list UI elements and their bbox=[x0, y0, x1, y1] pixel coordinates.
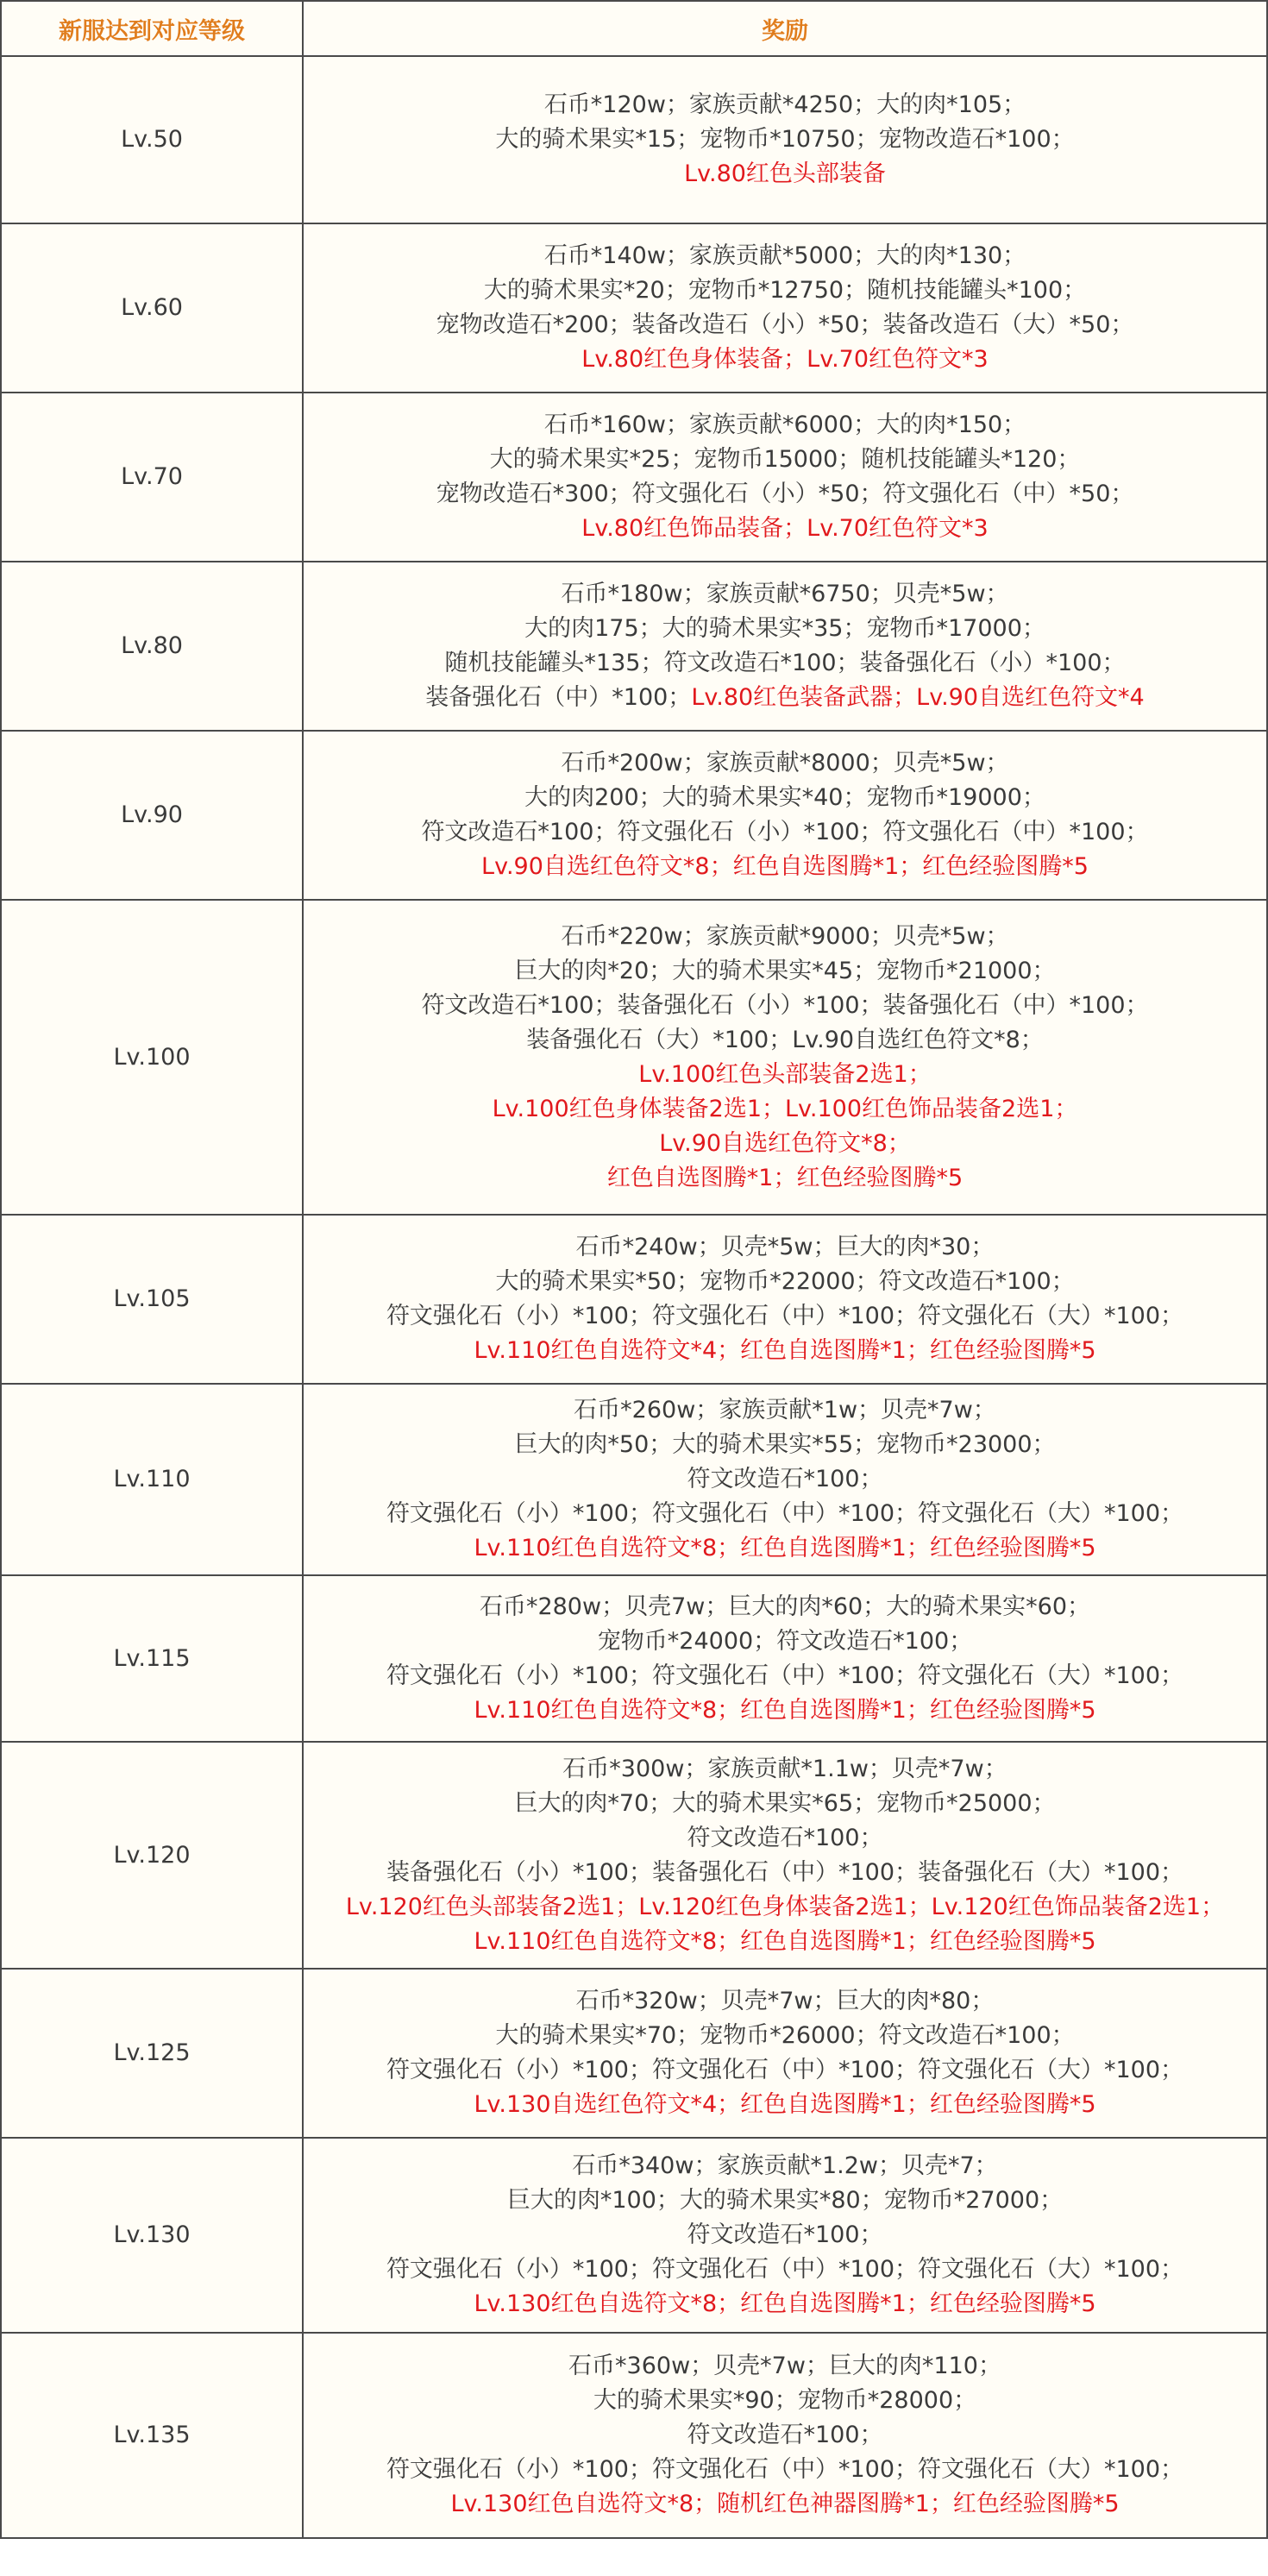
reward-line: 石币*360w；贝壳*7w；巨大的肉*110； bbox=[568, 2353, 1001, 2379]
reward-line: 石币*340w；家族贡献*1.2w；贝壳*7； bbox=[572, 2152, 998, 2179]
reward-line: 装备强化石（大）*100；Lv.90自选红色符文*8； bbox=[526, 1026, 1044, 1053]
level-cell: Lv.130 bbox=[1, 2138, 303, 2333]
reward-line: 宠物改造石*300；符文强化石（小）*50；符文强化石（中）*50； bbox=[436, 481, 1134, 507]
table-row bbox=[1, 1742, 1267, 1969]
reward-line: Lv.80红色身体装备；Lv.70红色符文*3 bbox=[581, 346, 989, 373]
reward-line: 大的肉200；大的骑术果实*40；宠物币*19000； bbox=[524, 784, 1045, 811]
reward-line: 巨大的肉*20；大的骑术果实*45；宠物币*21000； bbox=[514, 957, 1056, 984]
reward-line: 巨大的肉*100；大的骑术果实*80；宠物币*27000； bbox=[506, 2187, 1064, 2214]
level-cell: Lv.80 bbox=[1, 562, 303, 731]
reward-line: Lv.120红色头部装备2选1；Lv.120红色身体装备2选1；Lv.120红色饰品装备2选1； bbox=[345, 1893, 1225, 1920]
reward-cell bbox=[303, 1575, 1267, 1742]
reward-line: 大的骑术果实*15；宠物币*10750；宠物改造石*100； bbox=[495, 126, 1075, 153]
level-cell: Lv.90 bbox=[1, 731, 303, 900]
level-cell: Lv.110 bbox=[1, 1384, 303, 1575]
reward-line: 石币*240w；贝壳*5w；巨大的肉*30； bbox=[575, 1234, 995, 1260]
reward-line: 巨大的肉*50；大的骑术果实*55；宠物币*23000； bbox=[514, 1431, 1056, 1458]
reward-line: 大的骑术果实*20；宠物币*12750；随机技能罐头*100； bbox=[483, 277, 1087, 304]
level-cell: Lv.120 bbox=[1, 1742, 303, 1969]
reward-cell bbox=[303, 393, 1267, 562]
reward-line: 符文改造石*100； bbox=[687, 1466, 883, 1492]
reward-line: 符文强化石（小）*100；符文强化石（中）*100；符文强化石（大）*100； bbox=[386, 1662, 1184, 1689]
reward-line: 符文强化石（小）*100；符文强化石（中）*100；符文强化石（大）*100； bbox=[386, 1500, 1184, 1527]
reward-line: 符文强化石（小）*100；符文强化石（中）*100；符文强化石（大）*100； bbox=[386, 2256, 1184, 2283]
level-cell: Lv.125 bbox=[1, 1969, 303, 2138]
reward-line: Lv.130红色自选符文*8；随机红色神器图腾*1；红色经验图腾*5 bbox=[450, 2491, 1120, 2517]
table-body bbox=[1, 56, 1267, 2538]
table-row bbox=[1, 731, 1267, 900]
reward-line: 装备强化石（小）*100；装备强化石（中）*100；装备强化石（大）*100； bbox=[386, 1858, 1184, 1886]
reward-line: 石币*320w；贝壳*7w；巨大的肉*80； bbox=[575, 1988, 995, 2014]
reward-line: 符文改造石*100；装备强化石（小）*100；装备强化石（中）*100； bbox=[421, 991, 1149, 1019]
reward-line: Lv.110红色自选符文*8；红色自选图腾*1；红色经验图腾*5 bbox=[474, 1696, 1096, 1724]
reward-line: Lv.110红色自选符文*8；红色自选图腾*1；红色经验图腾*5 bbox=[474, 1535, 1096, 1561]
table-row bbox=[1, 1969, 1267, 2138]
table-header-row bbox=[1, 1, 1267, 56]
reward-line: 石币*180w；家族贡献*6750；贝壳*5w； bbox=[561, 581, 1009, 607]
table-row bbox=[1, 223, 1267, 393]
reward-cell bbox=[303, 562, 1267, 731]
reward-line: 符文改造石*100； bbox=[687, 1824, 883, 1851]
reward-line: 红色自选图腾*1；红色经验图腾*5 bbox=[606, 1164, 964, 1191]
level-cell: Lv.60 bbox=[1, 223, 303, 393]
reward-column-header: 奖励 bbox=[303, 1, 1267, 56]
reward-line: 大的骑术果实*90；宠物币*28000； bbox=[593, 2387, 977, 2414]
reward-line: Lv.110红色自选符文*8；红色自选图腾*1；红色经验图腾*5 bbox=[474, 1927, 1096, 1955]
reward-line: Lv.110红色自选符文*4；红色自选图腾*1；红色经验图腾*5 bbox=[474, 1337, 1096, 1364]
table-row bbox=[1, 1384, 1267, 1575]
reward-line: 石币*140w；家族贡献*5000；大的肉*130； bbox=[543, 242, 1026, 269]
reward-cell bbox=[303, 1215, 1267, 1384]
reward-cell bbox=[303, 56, 1267, 223]
reward-cell bbox=[303, 1969, 1267, 2138]
reward-line: 随机技能罐头*135；符文改造石*100；装备强化石（小）*100； bbox=[444, 650, 1126, 676]
reward-line: 石币*220w；家族贡献*9000；贝壳*5w； bbox=[561, 922, 1009, 950]
reward-line: Lv.100红色头部装备2选1； bbox=[638, 1060, 932, 1088]
reward-line: Lv.80红色饰品装备；Lv.70红色符文*3 bbox=[581, 515, 989, 542]
reward-line: 符文改造石*100； bbox=[687, 2221, 883, 2248]
reward-line: Lv.130自选红色符文*4；红色自选图腾*1；红色经验图腾*5 bbox=[474, 2091, 1096, 2118]
reward-line: 石币*300w；家族贡献*1.1w；贝壳*7w； bbox=[562, 1755, 1007, 1782]
reward-line: 石币*120w；家族贡献*4250；大的肉*105； bbox=[543, 91, 1026, 118]
reward-line: 大的骑术果实*70；宠物币*26000；符文改造石*100； bbox=[495, 2022, 1075, 2049]
table-row bbox=[1, 1215, 1267, 1384]
reward-line: 宠物币*24000；符文改造石*100； bbox=[597, 1627, 973, 1655]
reward-line: Lv.90自选红色符文*8； bbox=[659, 1129, 911, 1157]
reward-line: 石币*160w；家族贡献*6000；大的肉*150； bbox=[543, 412, 1026, 438]
reward-line bbox=[307, 681, 1263, 715]
reward-line: 符文强化石（小）*100；符文强化石（中）*100；符文强化石（大）*100； bbox=[386, 2456, 1184, 2483]
reward-text: 装备强化石（中）*100； bbox=[425, 684, 692, 711]
reward-line: 石币*260w；家族贡献*1w；贝壳*7w； bbox=[574, 1397, 996, 1423]
level-cell: Lv.50 bbox=[1, 56, 303, 223]
level-cell: Lv.100 bbox=[1, 900, 303, 1215]
reward-line: 大的骑术果实*50；宠物币*22000；符文改造石*100； bbox=[495, 1268, 1075, 1295]
reward-cell bbox=[303, 731, 1267, 900]
table-row bbox=[1, 56, 1267, 223]
level-cell: Lv.70 bbox=[1, 393, 303, 562]
table-row bbox=[1, 900, 1267, 1215]
table-row bbox=[1, 1575, 1267, 1742]
reward-line: 巨大的肉*70；大的骑术果实*65；宠物币*25000； bbox=[514, 1789, 1056, 1817]
level-cell: Lv.105 bbox=[1, 1215, 303, 1384]
reward-line: 符文改造石*100；符文强化石（小）*100；符文强化石（中）*100； bbox=[421, 819, 1149, 845]
reward-line: 宠物改造石*200；装备改造石（小）*50；装备改造石（大）*50； bbox=[436, 311, 1134, 338]
reward-cell bbox=[303, 2138, 1267, 2333]
level-column-header: 新服达到对应等级 bbox=[1, 1, 303, 56]
table-row bbox=[1, 2138, 1267, 2333]
reward-cell bbox=[303, 900, 1267, 1215]
reward-cell bbox=[303, 2333, 1267, 2538]
reward-line: 大的肉175；大的骑术果实*35；宠物币*17000； bbox=[524, 615, 1045, 642]
reward-line: Lv.100红色身体装备2选1；Lv.100红色饰品装备2选1； bbox=[492, 1095, 1078, 1122]
reward-line: Lv.80红色头部装备 bbox=[684, 160, 886, 187]
reward-line: 符文强化石（小）*100；符文强化石（中）*100；符文强化石（大）*100； bbox=[386, 2057, 1184, 2083]
reward-cell bbox=[303, 1384, 1267, 1575]
reward-cell bbox=[303, 223, 1267, 393]
reward-cell bbox=[303, 1742, 1267, 1969]
level-cell: Lv.135 bbox=[1, 2333, 303, 2538]
reward-line: 符文强化石（小）*100；符文强化石（中）*100；符文强化石（大）*100； bbox=[386, 1303, 1184, 1329]
reward-line: 符文改造石*100； bbox=[687, 2422, 883, 2448]
reward-line: Lv.90自选红色符文*8；红色自选图腾*1；红色经验图腾*5 bbox=[481, 853, 1089, 880]
reward-line: 大的骑术果实*25；宠物币15000；随机技能罐头*120； bbox=[489, 446, 1081, 473]
reward-line: 石币*200w；家族贡献*8000；贝壳*5w； bbox=[561, 750, 1009, 776]
reward-line: 石币*280w；贝壳7w；巨大的肉*60；大的骑术果实*60； bbox=[479, 1593, 1091, 1620]
table-row bbox=[1, 2333, 1267, 2538]
reward-line: Lv.130红色自选符文*8；红色自选图腾*1；红色经验图腾*5 bbox=[474, 2290, 1096, 2317]
highlight-reward-text: Lv.80红色装备武器；Lv.90自选红色符文*4 bbox=[691, 684, 1145, 711]
table-row bbox=[1, 393, 1267, 562]
table-row bbox=[1, 562, 1267, 731]
level-cell: Lv.115 bbox=[1, 1575, 303, 1742]
